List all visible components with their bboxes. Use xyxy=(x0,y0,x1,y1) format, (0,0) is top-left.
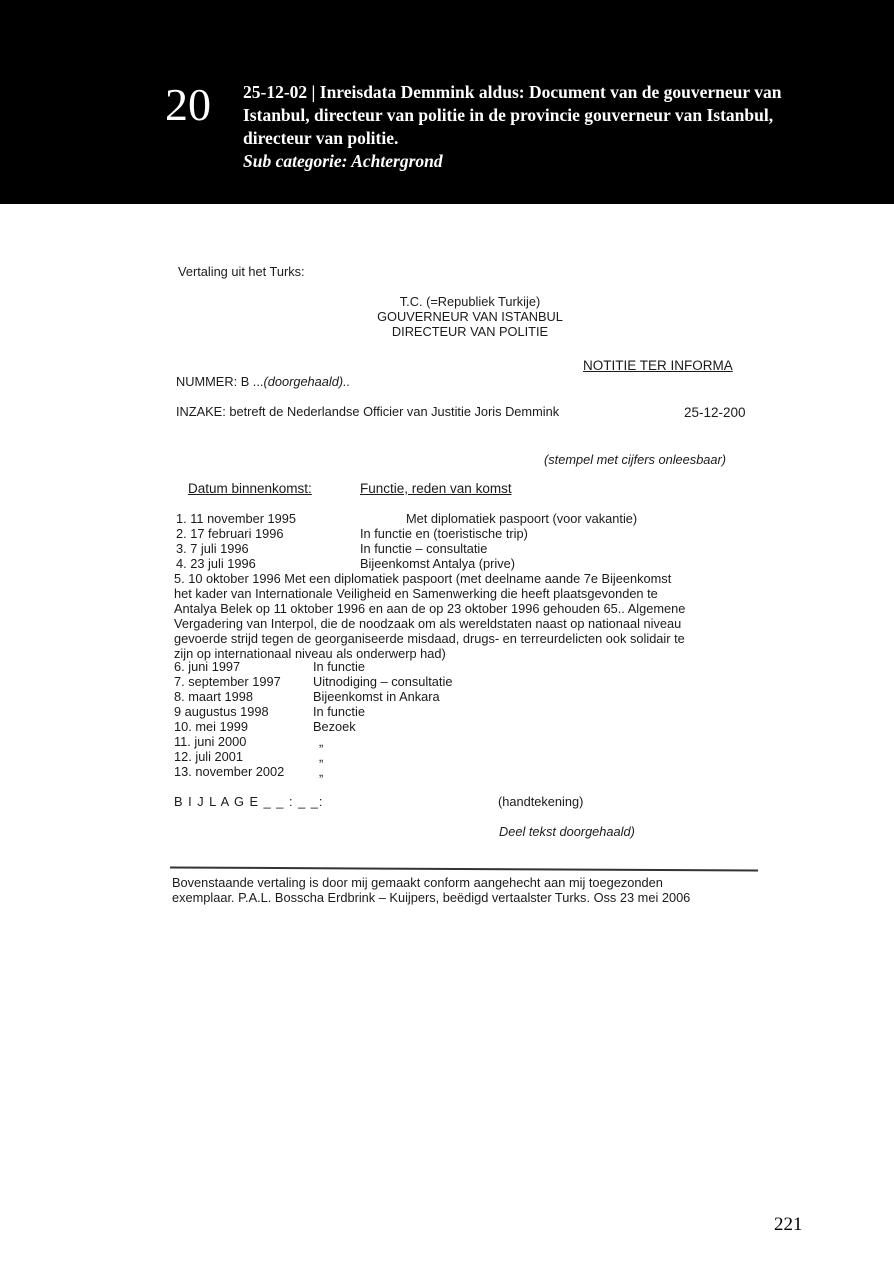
entry-date: 1. 11 november 1995 xyxy=(176,511,296,526)
letterhead-line: T.C. (=Republiek Turkije) xyxy=(399,294,541,309)
entry-date: 9 augustus 1998 xyxy=(174,704,269,719)
entry-5-line: 5. 10 oktober 1996 Met een diplomatiek paspoort (met deelname aande 7e Bijeenkomst xyxy=(174,571,672,586)
translator-statement-line: Bovenstaande vertaling is door mij gemaakt conform aangehecht aan mij toegezonden xyxy=(172,875,663,890)
subject-date: 25-12-200 xyxy=(684,405,746,420)
title-line: directeur van politie. xyxy=(243,128,399,148)
letterhead-line: DIRECTEUR VAN POLITIE xyxy=(391,324,549,339)
entry-5-line: Antalya Belek op 11 oktober 1996 en aan de op 23 oktober 1996 gehouden 65.. Algemene xyxy=(174,601,686,616)
subject-line: INZAKE: betreft de Nederlandse Officier van Justitie Joris Demmink xyxy=(176,404,560,419)
title-line: Istanbul, directeur van politie in de provincie gouverneur van Istanbul, xyxy=(243,105,774,125)
entry-date: 2. 17 februari 1996 xyxy=(176,526,284,541)
column-heading-date: Datum binnenkomst: xyxy=(188,481,312,496)
stamp-note: (stempel met cijfers onleesbaar) xyxy=(544,452,727,467)
entry-date: 6. juni 1997 xyxy=(174,659,241,674)
chapter-title xyxy=(243,81,833,173)
redaction-note: Deel tekst doorgehaald) xyxy=(499,824,635,839)
letterhead-line: GOUVERNEUR VAN ISTANBUL xyxy=(377,309,563,324)
chapter-number: 20 xyxy=(165,79,211,130)
entry-5-line: Vergadering van Interpol, die de noodzaak om als wereldstaten naast op nationaal niveau xyxy=(174,616,682,631)
column-heading-function: Functie, reden van komst xyxy=(360,481,512,496)
entry-reason: „ xyxy=(319,764,324,779)
entry-reason: Bijeenkomst in Ankara xyxy=(313,689,440,704)
entry-reason: „ xyxy=(319,734,324,749)
signature-note: (handtekening) xyxy=(498,794,584,809)
chapter-header xyxy=(0,0,894,204)
scanned-document xyxy=(170,258,770,918)
entry-date: 12. juli 2001 xyxy=(174,749,244,764)
entry-5-line: het kader van Internationale Veiligheid en Samenwerking die heeft plaatsgevonden te xyxy=(174,586,658,601)
entry-date: 7. september 1997 xyxy=(174,674,281,689)
entry-date: 3. 7 juli 1996 xyxy=(176,541,249,556)
entry-date: 4. 23 juli 1996 xyxy=(176,556,256,571)
entry-5-line: zijn op internationaal niveau als onderwerp had) xyxy=(174,646,446,661)
entry-date: 11. juni 2000 xyxy=(174,734,247,749)
entry-reason: In functie xyxy=(313,704,365,719)
entry-reason: In functie – consultatie xyxy=(360,541,488,556)
translator-statement-line: exemplaar. P.A.L. Bosscha Erdbrink – Kuijpers, beëdigd vertaalster Turks. Oss 23 mei 2006 xyxy=(172,890,691,905)
entry-reason: Bezoek xyxy=(313,719,356,734)
entry-reason: Uitnodiging – consultatie xyxy=(313,674,453,689)
entry-date: 13. november 2002 xyxy=(174,764,285,779)
number-label: NUMMER: B ... xyxy=(176,374,264,389)
entry-reason: In functie xyxy=(313,659,365,674)
number-note: (doorgehaald).. xyxy=(263,374,351,389)
translation-intro: Vertaling uit het Turks: xyxy=(178,264,305,279)
page-number: 221 xyxy=(774,1214,803,1235)
notice-heading: NOTITIE TER INFORMA xyxy=(583,358,733,373)
subcategory: Sub categorie: Achtergrond xyxy=(243,151,443,171)
entry-5-line: gevoerde strijd tegen de georganiseerde misdaad, drugs- en terreurdelicten ook solidair te xyxy=(174,631,685,646)
entry-reason: Met diplomatiek paspoort (voor vakantie) xyxy=(406,511,638,526)
entry-reason: Bijeenkomst Antalya (prive) xyxy=(360,556,516,571)
attachment-label: B I J L A G E _ _ : _ _: xyxy=(174,794,324,809)
entry-date: 10. mei 1999 xyxy=(174,719,248,734)
entry-reason: „ xyxy=(319,749,324,764)
document-number xyxy=(176,374,350,389)
entry-reason: In functie en (toeristische trip) xyxy=(360,526,528,541)
entry-date: 8. maart 1998 xyxy=(174,689,253,704)
title-line: 25-12-02 | Inreisdata Demmink aldus: Document van de gouverneur van xyxy=(243,82,782,102)
